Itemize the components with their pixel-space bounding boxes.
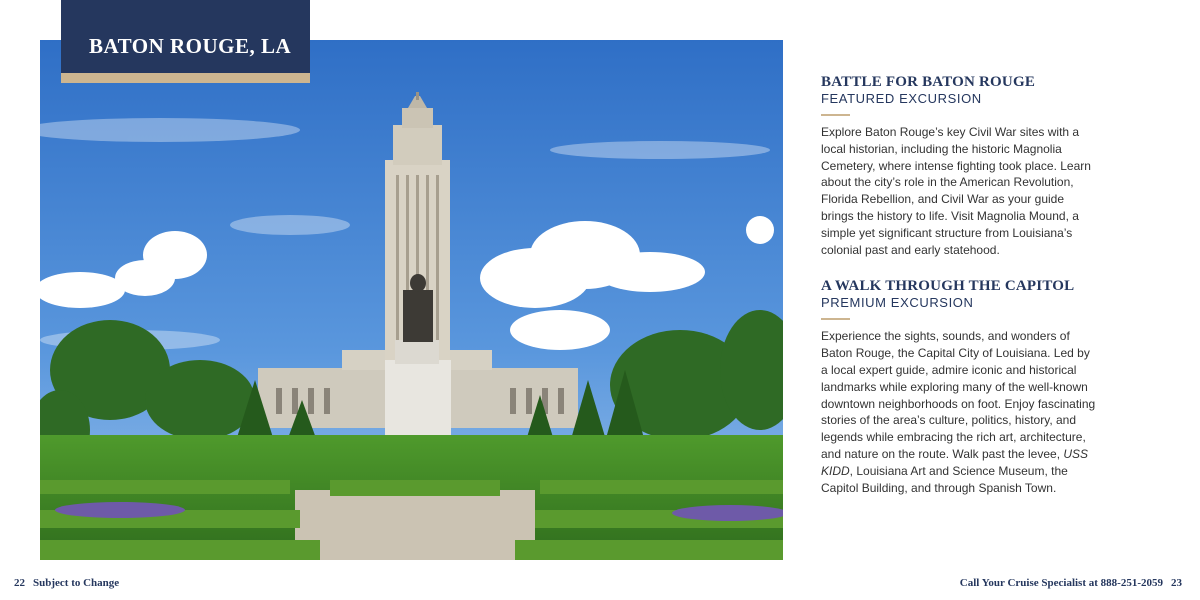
page-number-right: 23 xyxy=(1171,577,1182,589)
ship-name: USS KIDD xyxy=(821,446,1089,478)
description-text-end: , Louisiana Art and Science Museum, the Capitol Building, and through Spanish Town. xyxy=(821,463,1068,495)
gold-divider xyxy=(821,318,850,320)
footer-left xyxy=(14,577,119,589)
footer-disclaimer: Subject to Change xyxy=(33,577,120,589)
excursion-heading: BATTLE FOR BATON ROUGE xyxy=(821,74,1036,90)
title-plate xyxy=(61,0,310,83)
excursion-subheading: FEATURED EXCURSION xyxy=(821,91,982,106)
capitol-photo xyxy=(40,40,783,560)
excursions-column xyxy=(821,74,1096,516)
page-title: BATON ROUGE, LA xyxy=(89,34,292,58)
footer-right xyxy=(960,577,1182,589)
excursion-description xyxy=(821,328,1096,496)
excursion-section-battle xyxy=(821,74,1096,258)
footer-contact: Call Your Cruise Specialist at 888-251-2059 xyxy=(959,577,1163,589)
title-gold-bar xyxy=(61,73,310,83)
page-number-left: 22 xyxy=(14,577,25,589)
excursion-subheading: PREMIUM EXCURSION xyxy=(821,295,974,311)
capitol-illustration xyxy=(40,40,783,560)
excursion-section-capitol xyxy=(821,278,1096,496)
excursion-description: Explore Baton Rouge’s key Civil War sites with a local historian, including the historic Magnolia Cemetery, where intense fighting took place. Learn about the city’s role in the American Revolution, Florida Rebellion, and Civil War as your guide brings the history to life. Visit Magnolia Mound, a simple yet significant structure from Louisiana’s colonial past and early statehood. xyxy=(821,125,1091,257)
description-text: Experience the sights, sounds, and wonders of Baton Rouge, the Capital City of Louisiana. Led by a local expert guide, admire iconic and historical landmarks while exploring many of the well-known downtown neighborhoods on foot. Enjoy fascinating stories of the area’s culture, politics, history, and legends while embracing the rich art, architecture, and nature on the route. Walk past the levee, xyxy=(821,329,1096,461)
gold-divider xyxy=(821,114,850,116)
excursion-heading: A WALK THROUGH THE CAPITOL xyxy=(821,278,1075,295)
